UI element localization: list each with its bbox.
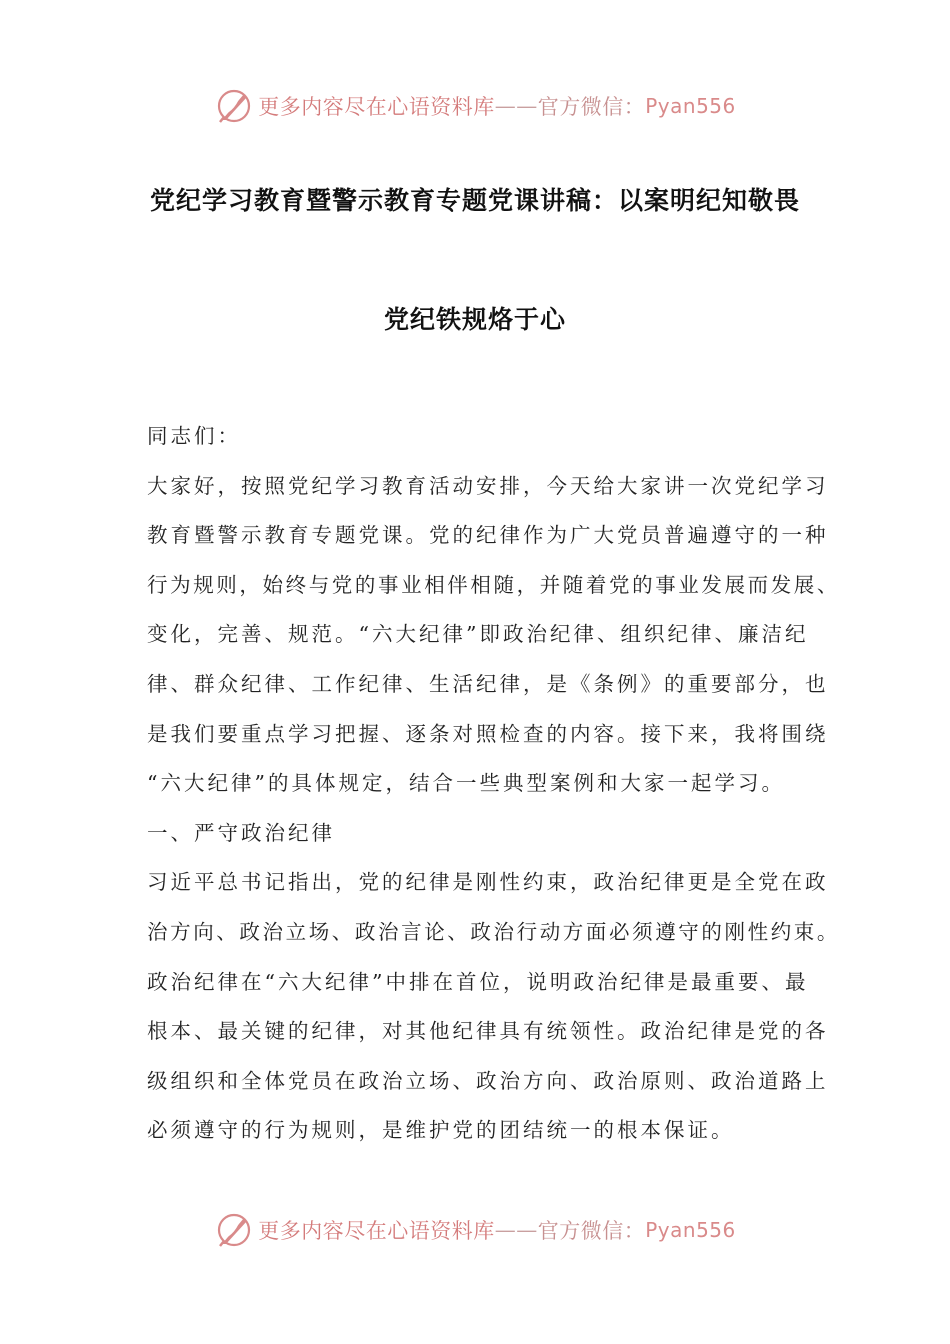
quill-logo-icon [214, 1210, 254, 1250]
body-line: “六大纪律”的具体规定，结合一些典型案例和大家一起学习。 [147, 771, 785, 796]
watermark-separator: —— [494, 94, 538, 118]
document-title-line-1: 党纪学习教育暨警示教育专题党课讲稿：以案明纪知敬畏 [149, 186, 800, 215]
watermark-text: 更多内容尽在心语资料库 [258, 1219, 495, 1243]
watermark-wechat-id: Pyan556 [645, 1218, 736, 1242]
body-line: 大家好，按照党纪学习教育活动安排，今天给大家讲一次党纪学习 [147, 473, 829, 498]
document-body [147, 412, 840, 1156]
body-line: 治方向、政治立场、政治言论、政治行动方面必须遵守的刚性约束。 [147, 919, 840, 944]
document-title-line-2: 党纪铁规烙于心 [383, 305, 566, 334]
watermark-official-label: 官方微信： [537, 1219, 646, 1243]
body-line: 教育暨警示教育专题党课。党的纪律作为广大党员普遍遵守的一种 [147, 523, 829, 548]
body-line: 必须遵守的行为规则，是维护党的团结统一的根本保证。 [147, 1118, 735, 1143]
body-line: 根本、最关键的纪律，对其他纪律具有统领性。政治纪律是党的各 [147, 1019, 829, 1044]
section-heading: 一、严守政治纪律 [147, 820, 335, 845]
salutation: 同志们： [147, 424, 241, 448]
body-line: 政治纪律在“六大纪律”中排在首位，说明政治纪律是最重要、最 [147, 969, 809, 994]
watermark-separator: —— [494, 1218, 538, 1242]
body-line: 习近平总书记指出，党的纪律是刚性约束，政治纪律更是全党在政 [147, 870, 829, 895]
body-line: 变化，完善、规范。“六大纪律”即政治纪律、组织纪律、廉洁纪 [147, 622, 809, 647]
watermark-official-label: 官方微信： [537, 95, 646, 119]
body-line: 行为规则，始终与党的事业相伴相随，并随着党的事业发展而发展、 [147, 572, 840, 597]
body-line: 级组织和全体党员在政治立场、政治方向、政治原则、政治道路上 [147, 1068, 829, 1093]
body-line: 是我们要重点学习把握、逐条对照检查的内容。接下来，我将围绕 [147, 721, 829, 746]
header-watermark [0, 84, 950, 128]
watermark-text: 更多内容尽在心语资料库 [258, 95, 495, 119]
quill-logo-icon [214, 86, 254, 126]
watermark-wechat-id: Pyan556 [645, 94, 736, 118]
footer-watermark [0, 1208, 950, 1252]
body-line: 律、群众纪律、工作纪律、生活纪律，是《条例》的重要部分，也 [147, 671, 829, 696]
